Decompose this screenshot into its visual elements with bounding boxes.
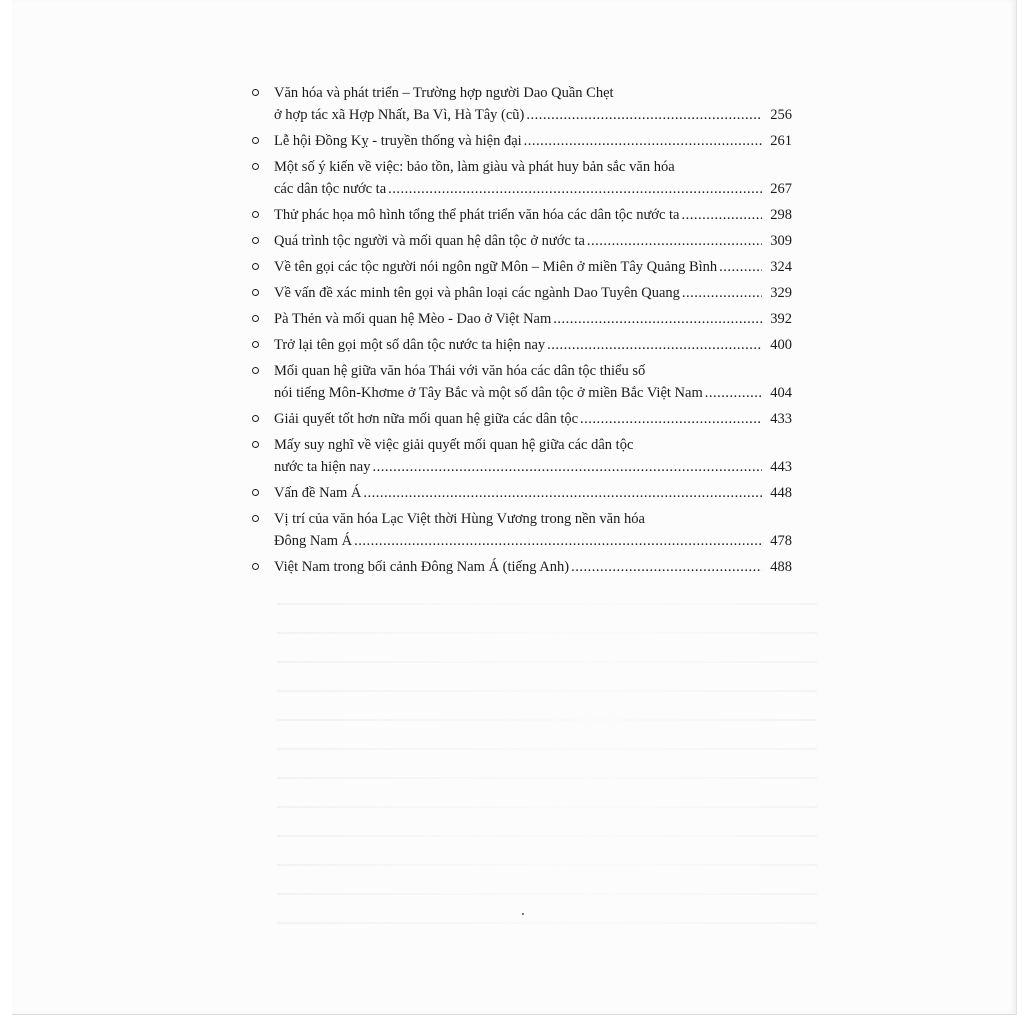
dot-leader <box>524 130 762 152</box>
toc-entry <box>252 256 792 278</box>
toc-entry-title-line: Pà Thẻn và mối quan hệ Mèo - Dao ở Việt Nam <box>274 311 552 327</box>
page-number: 309 <box>770 233 792 249</box>
toc-entry-leader-row <box>274 282 792 304</box>
ink-speck <box>522 913 524 915</box>
page-number: 448 <box>770 485 792 501</box>
page-number: 261 <box>770 133 792 149</box>
dot-leader <box>388 178 762 200</box>
toc-entry-title-line: Việt Nam trong bối cảnh Đông Nam Á (tiếng Anh) <box>274 559 570 575</box>
toc-entry <box>252 556 792 578</box>
toc-entry <box>252 130 792 152</box>
bullet-circle-icon <box>252 341 259 348</box>
page-number: 488 <box>770 559 792 575</box>
toc-entry-title-line: Lễ hội Đồng Kỵ - truyền thống và hiện đại <box>274 133 522 149</box>
dot-leader <box>580 408 762 430</box>
dot-leader <box>547 334 762 356</box>
toc-entry-title-line: Về tên gọi các tộc người nói ngôn ngữ Môn – Miên ở miền Tây Quảng Bình <box>274 259 718 275</box>
bullet-circle-icon <box>252 563 259 570</box>
toc-entry <box>252 82 792 126</box>
bullet-circle-icon <box>252 515 259 522</box>
dot-leader <box>372 456 762 478</box>
bullet-circle-icon <box>252 163 259 170</box>
page-number: 433 <box>770 411 792 427</box>
bullet-circle-icon <box>252 89 259 96</box>
show-through-text <box>277 585 817 945</box>
toc-entry <box>252 204 792 226</box>
dot-leader <box>526 104 762 126</box>
toc-entry-title-line: Mối quan hệ giữa văn hóa Thái với văn hóa các dân tộc thiểu số <box>274 363 646 379</box>
page-number: 400 <box>770 337 792 353</box>
toc-entry-leader-row <box>274 230 792 252</box>
toc-entry <box>252 508 792 552</box>
toc-entry-leader-row <box>274 556 792 578</box>
dot-leader <box>705 382 762 404</box>
toc-entry-leader-row <box>274 530 792 552</box>
dot-leader <box>682 282 762 304</box>
toc-entry-title-line: Về vấn đề xác minh tên gọi và phân loại các ngành Dao Tuyên Quang <box>274 285 680 301</box>
toc-entry-title-line: các dân tộc nước ta <box>274 181 387 197</box>
page-number: 256 <box>770 107 792 123</box>
toc-entry <box>252 482 792 504</box>
dot-leader <box>719 256 762 278</box>
bullet-circle-icon <box>252 263 259 270</box>
bullet-circle-icon <box>252 315 259 322</box>
toc-entry-leader-row <box>274 382 792 404</box>
toc-entry-title-line: Một số ý kiến về việc: bảo tồn, làm giàu và phát huy bản sắc văn hóa <box>274 159 675 175</box>
dot-leader <box>682 204 763 226</box>
table-of-contents <box>252 82 792 582</box>
toc-entry-leader-row <box>274 408 792 430</box>
toc-entry-leader-row <box>274 334 792 356</box>
toc-entry-leader-row <box>274 104 792 126</box>
toc-entry-leader-row <box>274 308 792 330</box>
page-number: 478 <box>770 533 792 549</box>
page-number: 392 <box>770 311 792 327</box>
toc-entry-title-line: Vị trí của văn hóa Lạc Việt thời Hùng Vương trong nền văn hóa <box>274 511 645 527</box>
dot-leader <box>571 556 762 578</box>
bullet-circle-icon <box>252 137 259 144</box>
dot-leader <box>354 530 762 552</box>
toc-entry <box>252 230 792 252</box>
toc-entry-title-line: ở hợp tác xã Hợp Nhất, Ba Vì, Hà Tây (cũ) <box>274 107 525 123</box>
bullet-circle-icon <box>252 237 259 244</box>
bullet-circle-icon <box>252 289 259 296</box>
page-number: 329 <box>770 285 792 301</box>
toc-entry <box>252 156 792 200</box>
toc-entry-leader-row <box>274 256 792 278</box>
toc-entry-leader-row <box>274 456 792 478</box>
dot-leader <box>363 482 762 504</box>
toc-entry <box>252 408 792 430</box>
dot-leader <box>587 230 762 252</box>
bullet-circle-icon <box>252 211 259 218</box>
page-number: 443 <box>770 459 792 475</box>
toc-entry-title-line: Trở lại tên gọi một số dân tộc nước ta hiện nay <box>274 337 546 353</box>
bullet-circle-icon <box>252 489 259 496</box>
bullet-circle-icon <box>252 441 259 448</box>
toc-entry-title-line: Quá trình tộc người và mối quan hệ dân tộc ở nước ta <box>274 233 585 249</box>
toc-entry-leader-row <box>274 482 792 504</box>
toc-entry-leader-row <box>274 204 792 226</box>
toc-entry-title-line: nói tiếng Môn-Khơme ở Tây Bắc và một số dân tộc ở miền Bắc Việt Nam <box>274 385 703 401</box>
toc-entry <box>252 360 792 404</box>
page-number: 324 <box>770 259 792 275</box>
toc-entry-title-line: Văn hóa và phát triển – Trường hợp người Dao Quần Chẹt <box>274 85 614 101</box>
toc-entry-title-line: Thử phác họa mô hình tổng thể phát triển văn hóa các dân tộc nước ta <box>274 207 680 223</box>
toc-entry-title-line: Vấn đề Nam Á <box>274 485 362 501</box>
toc-entry-title-line: Đông Nam Á <box>274 533 353 549</box>
toc-entry-leader-row <box>274 178 792 200</box>
toc-entry <box>252 434 792 478</box>
toc-entry-title-line: Giải quyết tốt hơn nữa mối quan hệ giữa các dân tộc <box>274 411 579 427</box>
page-number: 404 <box>770 385 792 401</box>
toc-entry <box>252 334 792 356</box>
toc-entry-title-line: nước ta hiện nay <box>274 459 371 475</box>
bullet-circle-icon <box>252 367 259 374</box>
toc-entry-title-line: Mấy suy nghĩ về việc giải quyết mối quan hệ giữa các dân tộc <box>274 437 634 453</box>
dot-leader <box>553 308 762 330</box>
page-number: 298 <box>770 207 792 223</box>
toc-entry <box>252 308 792 330</box>
page-number: 267 <box>770 181 792 197</box>
toc-entry <box>252 282 792 304</box>
toc-entry-leader-row <box>274 130 792 152</box>
bullet-circle-icon <box>252 415 259 422</box>
